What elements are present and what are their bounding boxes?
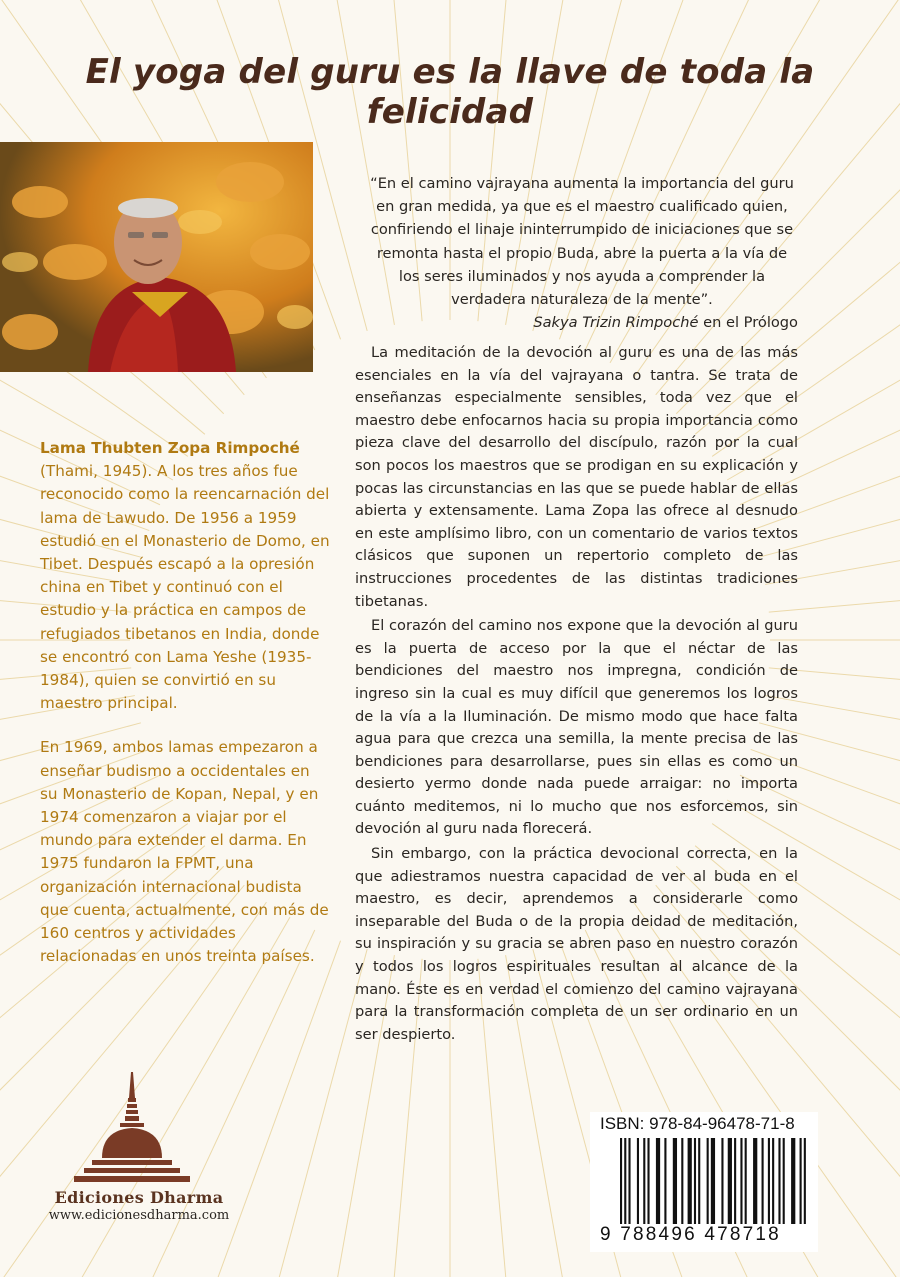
isbn-digits: 9 788496 478718 [600, 1224, 781, 1245]
author-name: Lama Thubten Zopa Rimpoché [40, 439, 300, 457]
author-photo [0, 142, 313, 372]
author-bio-intro: (Thami, 1945). A los tres años fue reconocido como la reencarnación del lama de Lawudo. De 1956 a 1959 estudió en el Monasterio de Domo, en Tibet. Después escapó a la opresión china en Tibet y continuó con el estudio y la práctica en campos de refugiados tibetanos en India, donde se encontró con Lama Yeshe (1935-1984), quien se convirtió en su maestro principal. [40, 462, 330, 713]
author-bio-paragraph-1 [40, 437, 330, 715]
publisher-url[interactable]: www.edicionesdharma.com [48, 1208, 230, 1223]
quote-source: en el Prólogo [698, 314, 798, 332]
quote-attribution [366, 311, 798, 334]
synopsis [355, 342, 798, 1048]
quote-author: Sakya Trizin Rimpoché [533, 314, 699, 332]
quote-text: “En el camino vajrayana aumenta la importancia del guru en gran medida, ya que es el maestro cualificado quien, confiriendo el linaje ininterrumpido de iniciaciones que se remonta hasta el propio Buda, abre la puerta a la vía de los seres iluminados y nos ayuda a comprender la verdadera naturaleza de la mente”. [370, 175, 794, 309]
author-bio [40, 437, 330, 989]
synopsis-paragraph-2: El corazón del camino nos expone que la devoción al guru es la puerta de acceso por la que el néctar de las bendiciones del maestro nos impregna, condición de ingreso sin la cual es muy difícil que generemos los logros de la vía a la Iluminación. De mismo modo que hace falta agua para que crezca una semilla, la mente precisa de las bendiciones para desarrollarse, pues sin ellas es como un desierto yermo donde nada puede arraigar: no importa cuánto meditemos, ni lo mucho que nos esforcemos, sin devoción al guru nada florecerá. [355, 617, 798, 838]
synopsis-paragraph-3: Sin embargo, con la práctica devocional correcta, en la que adiestramos nuestra capacidad de ver al buda en el maestro, es decir, aprendemos a considerarle como inseparable del Buda o de la propia deidad de meditación, su inspiración y su gracia se abren paso en nuestro corazón y todos los logros espirituales resultan al alcance de la mano. Éste es en verdad el comienzo del camino vajrayana para la transformación completa de un ser ordinario en un ser despierto. [355, 845, 798, 1043]
foreword-quote [366, 172, 798, 334]
cover-title: El yoga del guru es la llave de toda la felicidad [85, 52, 815, 132]
portrait-photo-illustration [0, 142, 313, 372]
author-bio-paragraph-2: En 1969, ambos lamas empezaron a enseñar budismo a occidentales en su Monasterio de Kopan, Nepal, y en 1974 comenzaron a viajar por el mundo para extender el darma. En 1975 fundaron la FPMT, una organización internacional budista que cuenta, actualmente, con más de 160 centros y actividades relacionadas en unos treinta países. [40, 738, 329, 966]
isbn-block [590, 1112, 818, 1252]
synopsis-paragraph-1: La meditación de la devoción al guru es una de las más esenciales en la vía del vajrayana o tantra. Se trata de enseñanzas especialmente sensibles, toda vez que el maestro debe enfocarnos hacia su propia importancia como pieza clave del desarrollo del discípulo, razón por la cual son pocos los maestros que se prodigan en su explicación y pocas las circunstancias en las que se puede hablar de ellas abierta y extensamente. Lama Zopa las ofrece al desnudo en este amplísimo libro, con un comentario de varios textos clásicos que suponen un repertorio completo de las instrucciones procedentes de las distintas tradiciones tibetanas. [355, 344, 798, 610]
publisher-name: Ediciones Dharma [54, 1188, 224, 1207]
isbn-label: ISBN: 978-84-96478-71-8 [600, 1114, 795, 1133]
barcode-icon [620, 1138, 808, 1230]
